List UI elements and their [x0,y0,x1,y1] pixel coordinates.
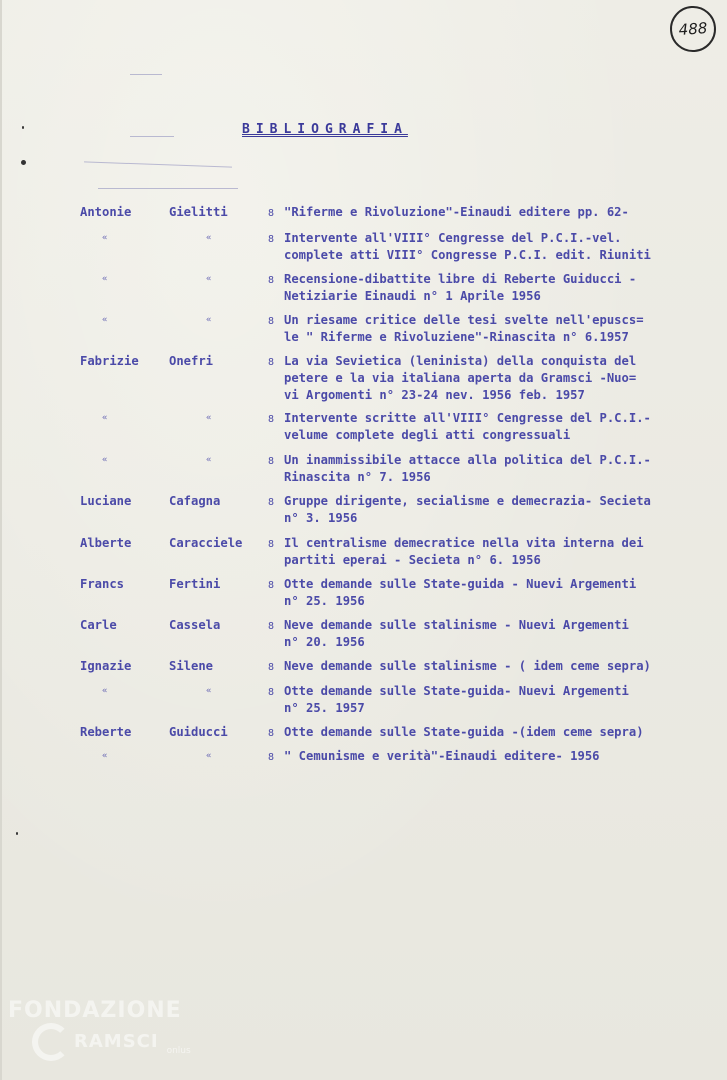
author-first-name: Francs [80,577,125,591]
citation-text [284,312,724,346]
watermark-suffix: onlus [166,1046,191,1056]
citation-text [284,230,724,264]
citation-text [284,535,724,569]
author-last-name: Gielitti [169,205,228,219]
stray-mark [98,188,238,189]
citation-line: Rinascita n° 7. 1956 [284,470,431,484]
citation-line: Gruppe dirigente, secialisme e demecrazia- Secieta [284,494,651,508]
watermark-g-logo-icon [32,1023,70,1061]
author-first-name: « [102,413,108,423]
citation-text [284,748,724,765]
citation-text [284,271,724,305]
punch-dot [21,160,26,165]
entry-separator: 8 [268,580,275,591]
punch-dot [16,832,18,835]
author-last-name: Silene [169,659,214,673]
author-last-name: « [206,233,212,243]
stray-mark [84,161,232,167]
citation-text [284,493,724,527]
author-first-name: Carle [80,618,117,632]
author-first-name: « [102,315,108,325]
citation-line: Un inammissibile attacce alla politica del P.C.I.- [284,453,651,467]
author-first-name: Antonie [80,205,132,219]
citation-text [284,410,724,444]
document-title: BIBLIOGRAFIA [242,122,408,137]
citation-text [284,204,724,221]
author-first-name: Reberte [80,725,132,739]
entry-separator: 8 [268,539,275,550]
citation-text [284,452,724,486]
author-last-name: « [206,315,212,325]
entry-separator: 8 [268,456,275,467]
author-first-name: Fabrizie [80,354,139,368]
author-last-name: Guiducci [169,725,228,739]
citation-line: Otte demande sulle State-guida -(idem ceme sepra) [284,725,644,739]
author-first-name: « [102,751,108,761]
author-first-name: « [102,233,108,243]
entry-separator: 8 [268,662,275,673]
entry-separator: 8 [268,316,275,327]
page-number-stamp [668,4,717,53]
citation-line: Neve demande sulle stalinisme - ( idem ceme sepra) [284,659,651,673]
author-first-name: « [102,686,108,696]
citation-line: Otte demande sulle State-guida- Nuevi Argementi [284,684,629,698]
author-first-name: Ignazie [80,659,132,673]
foundation-watermark [8,998,191,1056]
author-last-name: « [206,751,212,761]
author-last-name: Cassela [169,618,221,632]
citation-line: Il centralisme demecratice nella vita interna dei [284,536,644,550]
entry-separator: 8 [268,275,275,286]
citation-text [284,576,724,610]
stray-mark [130,136,174,137]
citation-line: Intervente scritte all'VIII° Cengresse del P.C.I.- [284,411,651,425]
punch-dot [22,126,24,129]
entry-separator: 8 [268,234,275,245]
citation-line: Otte demande sulle State-guida - Nuevi Argementi [284,577,637,591]
citation-line: n° 25. 1957 [284,701,365,715]
author-last-name: « [206,455,212,465]
citation-line: n° 20. 1956 [284,635,365,649]
citation-line: Netiziarie Einaudi n° 1 Aprile 1956 [284,289,541,303]
citation-text [284,353,724,404]
entry-separator: 8 [268,687,275,698]
author-first-name: Luciane [80,494,132,508]
author-last-name: « [206,413,212,423]
citation-line: Recensione-dibattite libre di Reberte Guiducci - [284,272,637,286]
author-last-name: Fertini [169,577,221,591]
citation-line: n° 3. 1956 [284,511,358,525]
author-first-name: « [102,274,108,284]
citation-line: Intervente all'VIII° Cengresse del P.C.I.-vel. [284,231,622,245]
citation-line: complete atti VIII° Congresse P.C.I. edit. Riuniti [284,248,651,262]
citation-line: vi Argomenti n° 23-24 nev. 1956 feb. 1957 [284,388,585,402]
author-first-name: « [102,455,108,465]
citation-line: n° 25. 1956 [284,594,365,608]
watermark-line-1: FONDAZIONE [8,998,182,1023]
citation-line: Un riesame critice delle tesi svelte nell'epuscs= [284,313,644,327]
author-last-name: « [206,274,212,284]
author-last-name: Cafagna [169,494,221,508]
page-number: 488 [678,19,708,39]
entry-separator: 8 [268,414,275,425]
citation-line: le " Riferme e Rivoluziene"-Rinascita n° 6.1957 [284,330,629,344]
author-last-name: Caracciele [169,536,243,550]
citation-line: velume complete degli atti congressuali [284,428,571,442]
author-first-name: Alberte [80,536,132,550]
citation-text [284,724,724,741]
citation-text [284,658,724,675]
entry-separator: 8 [268,357,275,368]
citation-text [284,683,724,717]
entry-separator: 8 [268,752,275,763]
stray-mark [130,74,162,75]
citation-line: petere e la via italiana aperta da Gramsci -Nuo= [284,371,637,385]
author-last-name: « [206,686,212,696]
citation-line: La via Sevietica (leninista) della conquista del [284,354,637,368]
entry-separator: 8 [268,621,275,632]
entry-separator: 8 [268,497,275,508]
watermark-line-2: RAMSCI [74,1031,159,1052]
citation-line: partiti eperai - Secieta n° 6. 1956 [284,553,541,567]
citation-text [284,617,724,651]
entry-separator: 8 [268,728,275,739]
author-last-name: Onefri [169,354,214,368]
citation-line: "Riferme e Rivoluzione"-Einaudi editere pp. 62- [284,205,629,219]
citation-line: Neve demande sulle stalinisme - Nuevi Argementi [284,618,629,632]
citation-line: " Cemunisme e verità"-Einaudi editere- 1956 [284,749,600,763]
entry-separator: 8 [268,208,275,219]
